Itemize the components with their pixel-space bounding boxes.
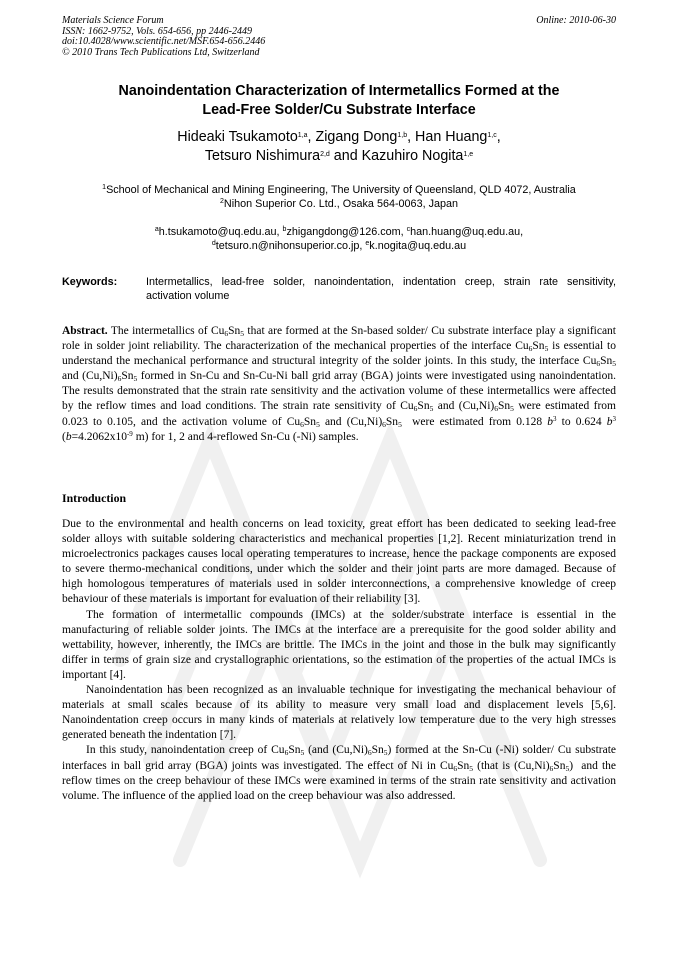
title-line-1: Nanoindentation Characterization of Intermetallics Formed at the <box>118 83 560 99</box>
author-affil-mark: 1,a <box>297 132 308 139</box>
author-list <box>62 128 616 166</box>
paragraph: Nanoindentation has been recognized as an invaluable technique for investigating the mechanical behaviour of materials at small scales because of its ability to measure very small load and displacement levels [5,6]. Nanoindentation creep occurs in many kinds of materials at relatively low temperature due to the very high stresses generated beneath the indentation [7]. <box>62 684 616 742</box>
author-affil-mark: 2,d <box>320 151 330 158</box>
abstract-label: Abstract. <box>62 325 108 337</box>
email-link[interactable]: han.huang@uq.edu.au, <box>410 226 524 238</box>
paper-title <box>62 82 616 120</box>
author-affil-mark: 1,c <box>487 132 497 139</box>
copyright-line: © 2010 Trans Tech Publications Ltd, Switzerland <box>62 46 260 58</box>
email-link[interactable]: h.tsukamoto@uq.edu.au, <box>158 226 283 238</box>
keywords-text: Intermetallics, lead-free solder, nanoindentation, indentation creep, strain rate sensitivity, activation volume <box>146 276 616 302</box>
paragraph: In this study, nanoindentation creep of $Cu_6Sn_5$ (and $(Cu,Ni)_6Sn_5$) formed at the Sn-Cu (-Ni) solder/ Cu substrate interfaces in ball grid array (BGA) joints was investigated. The effect of Ni in $Cu_6Sn_5$ (that is $(Cu,Ni)_6Sn_5$) and the reflow times on the creep behaviour of these IMCs were examined in terms of the strain rate sensitivity and activation volume. The influence of the applied load on the creep behaviour was also addressed. <box>62 744 617 802</box>
author-affil-mark: 1,e <box>463 151 474 158</box>
paragraph: The formation of intermetallic compounds (IMCs) at the solder/substrate interface is essential in the manufacturing of reliable solder joints. The IMCs at the interface are a prerequisite for the good solder ability and wettability, however, inherently, the IMCs are brittle. The IMCs in the joint and those in the bulk may significantly differ in terms of grain size and crystallographic orientations, so the estimation of the properties of the actual IMCs is important [4]. <box>62 608 616 681</box>
introduction-body <box>62 517 616 804</box>
issn-line: ISSN: 1662-9752, Vols. 654-656, pp 2446-2449 <box>62 25 252 37</box>
email-link[interactable]: tetsuro.n@nihonsuperior.co.jp, <box>215 240 366 252</box>
author-name: Hideaki Tsukamoto <box>177 129 298 145</box>
author-name: Han Huang <box>415 129 488 145</box>
online-date: Online: 2010-06-30 <box>536 15 616 26</box>
author-emails <box>62 225 616 253</box>
affiliations <box>62 183 616 211</box>
author-line-1: Hideaki Tsukamoto$^{1,a}$, Zigang Dong$^{1,b}$, Han Huang$^{1,c}$, <box>177 129 501 145</box>
keywords-label: Keywords: <box>62 276 118 288</box>
abstract <box>62 324 616 445</box>
author-name: Tetsuro Nishimura <box>204 148 321 164</box>
paragraph: Due to the environmental and health concerns on lead toxicity, great effort has been dedicated to seeking lead-free solder alloys with suitable soldering characteristics and mechanical properties [1,2]. Recent miniaturization trend in microelectronics packages causes local operating temperatures to increase, hence the package components are exposed to severe thermo-mechanical conditions, under which the solder and their joint parts are more damaged. Because of high homologous temperatures of materials used in solder interconnections, a comprehensive knowledge of creep behaviour of these materials is important for evaluation of their reliability [3]. <box>62 518 616 606</box>
introduction-heading: Introduction <box>62 491 127 505</box>
author-name: Kazuhiro Nogita <box>361 148 464 164</box>
author-line-2: Tetsuro Nishimura$^{2,d}$ and Kazuhiro Nogita$^{1,e}$ <box>204 148 474 164</box>
email-link[interactable]: k.nogita@uq.edu.au <box>369 240 467 252</box>
keywords-block <box>62 275 616 303</box>
affiliation-2: $^2$Nihon Superior Co. Ltd., Osaka 564-0063, Japan <box>220 198 458 210</box>
email-line-1: $^a$h.tsukamoto@uq.edu.au, $^b$zhigangdong@126.com, $^c$han.huang@uq.edu.au, <box>154 226 524 238</box>
abstract-text: The intermetallics of $Cu_6Sn_5$ that are formed at the Sn-based solder/ Cu substrate interface play a significant role in solder joint reliability. The characterization of the mechanical properties of the interface $Cu_6Sn_5$ is essential to understand the mechanical performance and structural integrity of the solder joints. In this study, the interface $Cu_6Sn_5$ and $(Cu,Ni)_6Sn_5$ formed in Sn-Cu and Sn-Cu-Ni ball grid array (BGA) joints were investigated using nanoindentation. The results demonstrated that the strain rate sensitivity and the activation volume of these intermetallics were affected by the reflow times and load conditions. The strain rate sensitivity of $Cu_6Sn_5$ and $(Cu,Ni)_6Sn_5$ were estimated from 0.023 to 0.105, and the activation volume of $Cu_6Sn_5$ and $(Cu,Ni)_6Sn_5$ were estimated from 0.128 $b^3$ to 0.624 $b^3$ ($b=4.2062x10^{-9}$ m) for 1, 2 and 4-reflowed Sn-Cu (-Ni) samples. <box>62 325 617 443</box>
author-affil-mark: 1,b <box>397 132 408 139</box>
title-line-2: Lead-Free Solder/Cu Substrate Interface <box>202 102 476 118</box>
affiliation-1: $^1$School of Mechanical and Mining Engineering, The University of Queensland, QLD 4072, Australia <box>102 184 576 196</box>
email-line-2: $^d$tetsuro.n@nihonsuperior.co.jp, $^e$k.nogita@uq.edu.au <box>211 240 467 252</box>
author-name: Zigang Dong <box>315 129 398 145</box>
doi-line[interactable]: doi:10.4028/www.scientific.net/MSF.654-656.2446 <box>62 36 266 47</box>
journal-header <box>62 16 616 58</box>
journal-name: Materials Science Forum <box>62 15 164 26</box>
email-link[interactable]: zhigangdong@126.com, <box>286 226 407 238</box>
